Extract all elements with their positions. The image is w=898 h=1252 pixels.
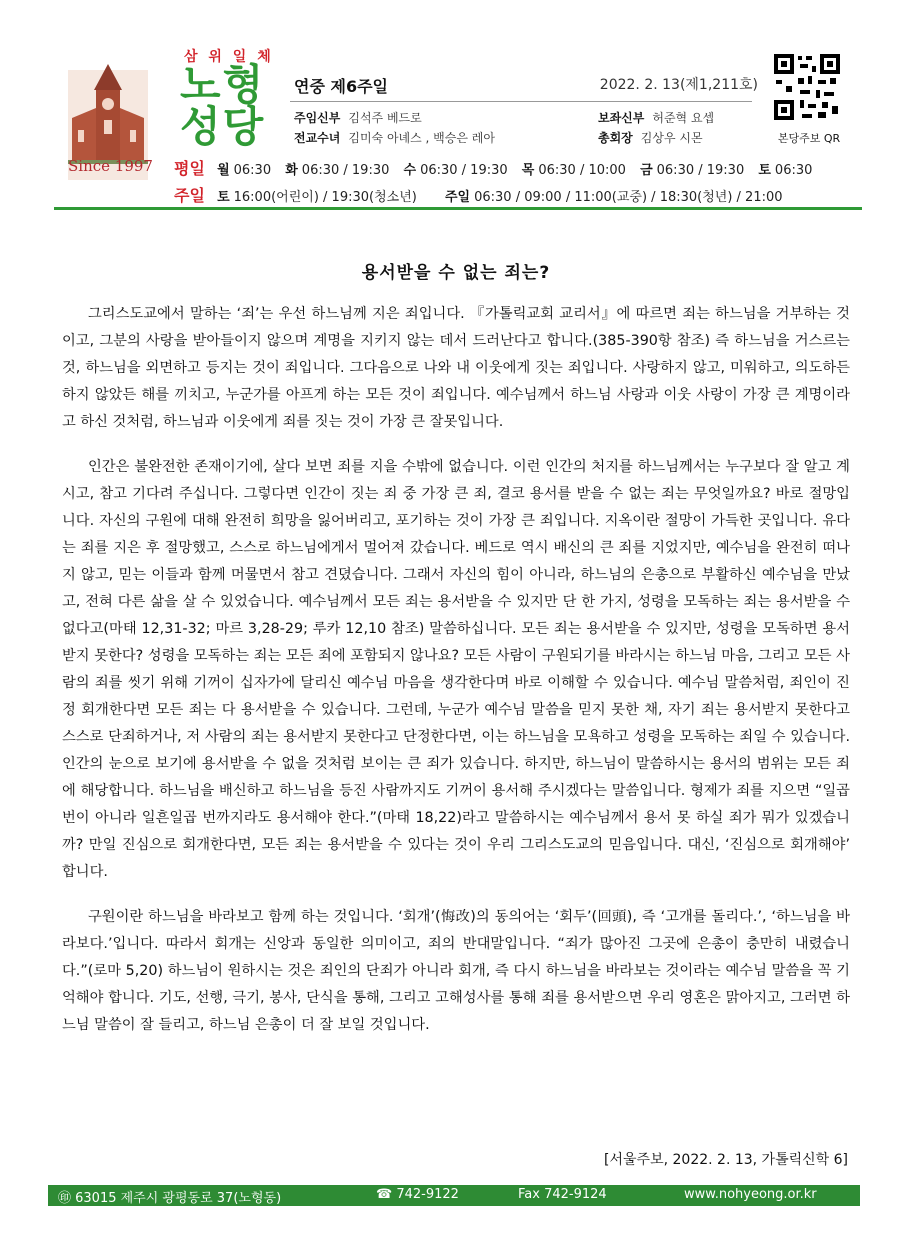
footer-bar — [48, 1185, 860, 1206]
header-divider-green — [54, 207, 862, 210]
bulletin-header — [0, 0, 898, 210]
header-divider — [290, 101, 752, 102]
church-name-line2: 성당 — [180, 102, 266, 151]
article — [62, 250, 850, 1057]
qr-caption: 본당주보 QR — [777, 132, 841, 145]
footer-website[interactable]: www.nohyeong.or.kr — [684, 1187, 817, 1202]
liturgy-title: 연중 제6주일 — [294, 77, 388, 96]
article-title: 용서받을 수 없는 죄는? — [361, 263, 551, 283]
church-name-line1: 노형 — [180, 60, 266, 109]
article-paragraph: 인간은 불완전한 존재이기에, 살다 보면 죄를 지을 수밖에 없습니다. 이런 인간의 처지를 하느님께서는 누구보다 잘 알고 계시고, 참고 기다려 주십니다. 그렇다면 인간이 짓는 죄 중 가장 큰 죄, 결코 용서를 받을 수 없는 죄는 무엇일까요? 바로 절망입니다. 자신의 구원에 대해 완전히 희망을 잃어버리고, 포기하는 것이 가장 큰 죄입니다. 지옥이란 절망이 가득한 곳입니다. 유다는 죄를 지은 후 절망했고, 스스로 하느님에게서 멀어져 갔습니다. 베드로 역시 배신의 큰 죄를 지었지만, 예수님을 완전히 떠나지 않고, 믿는 이들과 함께 머물면서 참고 견뎠습니다. 그래서 자신의 힘이 아니라, 하느님의 은총으로 부활하신 예수님을 만났고, 전혀 다른 삶을 살 수 있었습니다. 예수님께서 모든 죄는 용서받을 수 있지만 단 한 가지, 성령을 모독하는 죄는 용서받을 수 없다고(마태 12,31-32; 마르 3,28-29; 루카 12,10 참조) 말씀하십니다. 모든 죄는 용서받을 수 있지만, 성령을 모독하면 용서받지 못한다? 성령을 모독하는 죄는 모든 죄에 포함되지 않나요? 모든 사람이 구원되기를 바라시는 하느님 마음, 그리고 모든 사람의 죄를 씻기 위해 기꺼이 십자가에 달리신 예수님 마음을 생각한다며 바로 이해할 수 있습니다. 예수님 말씀처럼, 죄인이 진정 회개한다면 모든 죄는 다 용서받을 수 있습니다. 그런데, 누군가 예수님 말씀을 믿지 못한 채, 자기 죄는 용서받지 못한다고 스스로 단죄하거나, 저 사람의 죄는 용서받지 못한다고 단정한다면, 이는 하느님을 모욕하고 성령을 모독하는 죄일 수 있습니다. 인간의 눈으로 보기에 용서받을 수 없을 것처럼 보이는 큰 죄가 있습니다. 하지만, 하느님이 말씀하시는 용서의 범위는 모든 죄에 해당합니다. 하느님을 배신하고 하느님을 등진 사람까지도 기꺼이 용서해 주시겠다는 말씀입니다. 형제가 죄를 지으면 “일곱 번이 아니라 일흔일곱 번까지라도 용서해야 한다.”(마태 18,22)라고 말씀하시는 예수님께서 용서 못 하실 죄가 뭐가 있겠습니까? 만일 진심으로 회개한다면, 모든 죄는 용서받을 수 있다는 것이 우리 그리스도교의 믿음입니다. 대신, ‘진심으로 회개해야’ 합니다. — [62, 459, 850, 880]
staff-assistant: 보좌신부 허준혁 요셉 — [598, 111, 715, 125]
footer-address: ㊞ 63015 제주시 광평동로 37(노형동) — [58, 1191, 282, 1206]
founding-year: Since 1997 — [68, 157, 153, 175]
issue-number: 2022. 2. 13(제1,211호) — [599, 77, 758, 93]
article-paragraph: 그리스도교에서 말하는 ‘죄’는 우선 하느님께 지은 죄입니다. 『가톨릭교회 교리서』에 따르면 죄는 하느님을 거부하는 것이고, 그분의 사랑을 받아들이지 않으며 계명을 지키지 않는 데서 드러난다고 합니다.(385-390항 참조) 즉 하느님을 거스르는 것, 하느님을 외면하고 등지는 것이 죄입니다. 그다음으로 나와 내 이웃에게 짓는 죄입니다. 사랑하지 않고, 미워하고, 의도하든 하지 않았든 해를 끼치고, 누군가를 아프게 하는 모든 것이 죄입니다. 예수님께서 하느님 사랑과 이웃 사랑이 가장 큰 계명이라고 하신 것처럼, 하느님과 이웃에게 죄를 짓는 것이 가장 큰 잘못입니다. — [62, 306, 850, 430]
qr-code-icon[interactable] — [772, 52, 842, 122]
sunday-mass-schedule: 주일 토 16:00(어린이) / 19:30(청소년) 주일 06:30 / 09:00 / 11:00(교중) / 18:30(청년) / 21:00 — [174, 186, 783, 205]
staff-sisters: 전교수녀 김미숙 아녜스 , 백승은 레아 — [294, 131, 495, 145]
weekday-mass-schedule: 평일 월 06:30 화 06:30 / 19:30 수 06:30 / 19:30 목 06:30 / 10:00 금 06:30 / 19:30 토 06:30 — [174, 159, 813, 178]
article-source: [서울주보, 2022. 2. 13, 가톨릭신학 6] — [604, 1152, 848, 1168]
footer-fax: Fax 742-9124 — [518, 1187, 607, 1202]
weekday-label: 평일 — [174, 159, 205, 178]
logo-tagline: 삼 위 일 체 — [184, 49, 274, 65]
article-paragraph: 구원이란 하느님을 바라보고 함께 하는 것입니다. ‘회개’(悔改)의 동의어는 ‘회두’(回頭), 즉 ‘고개를 돌리다.’, ‘하느님을 바라보다.’입니다. 따라서 회개는 신앙과 동일한 의미이고, 죄의 반대말입니다. “죄가 많아진 그곳에 은총이 충만히 내렸습니다.”(로마 5,20) 하느님이 원하시는 것은 죄인의 단죄가 아니라 회개, 즉 다시 하느님을 바라보는 것이라는 예수님 말씀을 꼭 기억해야 합니다. 기도, 선행, 극기, 봉사, 단식을 통해, 그리고 고해성사를 통해 죄를 용서받으면 우리 영혼은 맑아지고, 그러면 하느님 말씀이 잘 들리고, 하느님 은총이 더 잘 보일 것입니다. — [62, 909, 850, 1033]
staff-pastor: 주임신부 김석주 베드로 — [294, 111, 422, 125]
footer-phone: ☎ 742-9122 — [376, 1187, 459, 1202]
sunday-label: 주일 — [174, 186, 205, 205]
staff-council-president: 총회장 김상우 시몬 — [598, 131, 703, 145]
